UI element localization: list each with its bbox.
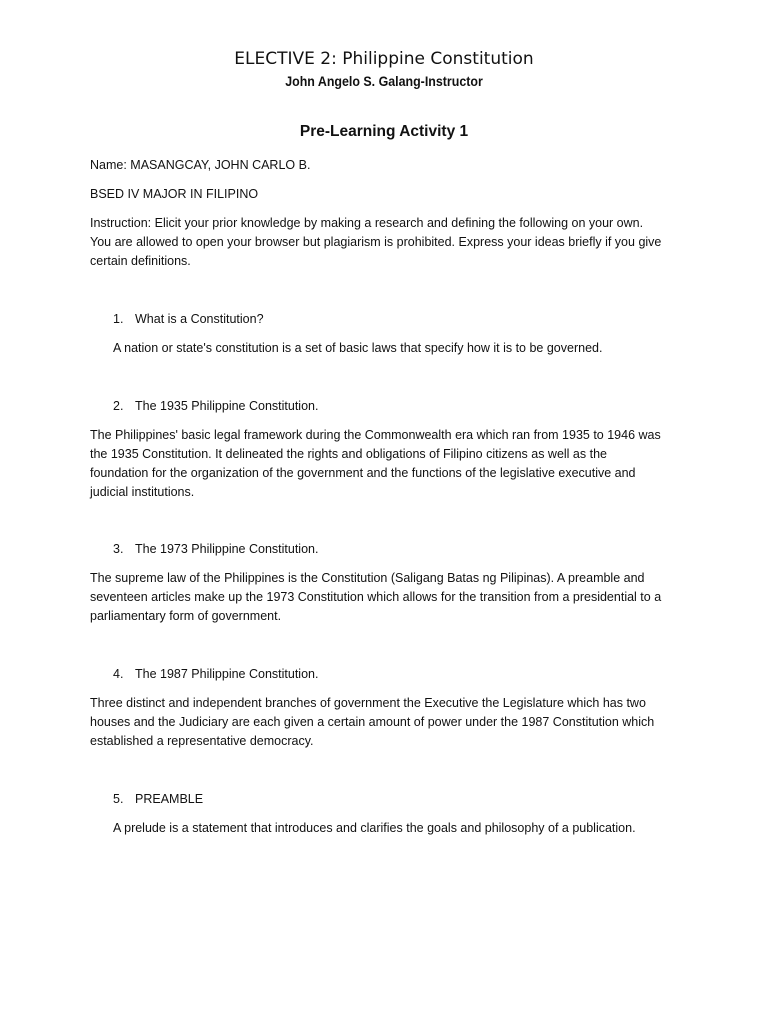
answer-line: A prelude is a statement that introduces and clarifies the goals and philosophy of a publication. <box>113 821 636 835</box>
item-question: The 1973 Philippine Constitution. <box>135 542 319 556</box>
answer-line: The Philippines' basic legal framework during the Commonwealth era which ran from 1935 to 1946 was <box>90 428 661 442</box>
answer-line: established a representative democracy. <box>90 734 314 748</box>
answer-line: foundation for the organization of the government and the functions of the legislative executive and <box>90 466 636 480</box>
instructor-line: John Angelo S. Galang-Instructor <box>285 74 483 89</box>
item-number: 4. <box>113 667 124 681</box>
answer-line: The supreme law of the Philippines is the Constitution (Saligang Batas ng Pilipinas). A preamble and <box>90 571 645 585</box>
item-question: The 1987 Philippine Constitution. <box>135 667 319 681</box>
answer-line: A nation or state's constitution is a set of basic laws that specify how it is to be governed. <box>113 341 603 355</box>
instruction-line: You are allowed to open your browser but plagiarism is prohibited. Express your ideas briefly if you give <box>90 235 662 249</box>
instruction-line: certain definitions. <box>90 254 191 268</box>
item-question: What is a Constitution? <box>135 312 264 326</box>
item-number: 5. <box>113 792 124 806</box>
answer-line: seventeen articles make up the 1973 Constitution which allows for the transition from a presidential to a <box>90 590 662 604</box>
instruction-line: Instruction: Elicit your prior knowledge by making a research and defining the following on your own. <box>90 216 644 230</box>
answer-line: judicial institutions. <box>90 485 195 499</box>
item-number: 2. <box>113 399 124 413</box>
answer-line: Three distinct and independent branches of government the Executive the Legislature which has two <box>90 696 646 710</box>
item-question: PREAMBLE <box>135 792 204 806</box>
item-number: 3. <box>113 542 124 556</box>
answer-line: houses and the Judiciary are each given a certain amount of power under the 1987 Constitution which <box>90 715 655 729</box>
answer-line: the 1935 Constitution. It delineated the rights and obligations of Filipino citizens as well as the <box>90 447 607 461</box>
document-title: ELECTIVE 2: Philippine Constitution <box>234 49 534 69</box>
activity-heading: Pre-Learning Activity 1 <box>299 123 469 140</box>
course-line: BSED IV MAJOR IN FILIPINO <box>90 187 259 201</box>
answer-line: parliamentary form of government. <box>90 609 282 623</box>
student-name-line: Name: MASANGCAY, JOHN CARLO B. <box>90 158 311 172</box>
item-question: The 1935 Philippine Constitution. <box>135 399 319 413</box>
item-number: 1. <box>113 312 124 326</box>
